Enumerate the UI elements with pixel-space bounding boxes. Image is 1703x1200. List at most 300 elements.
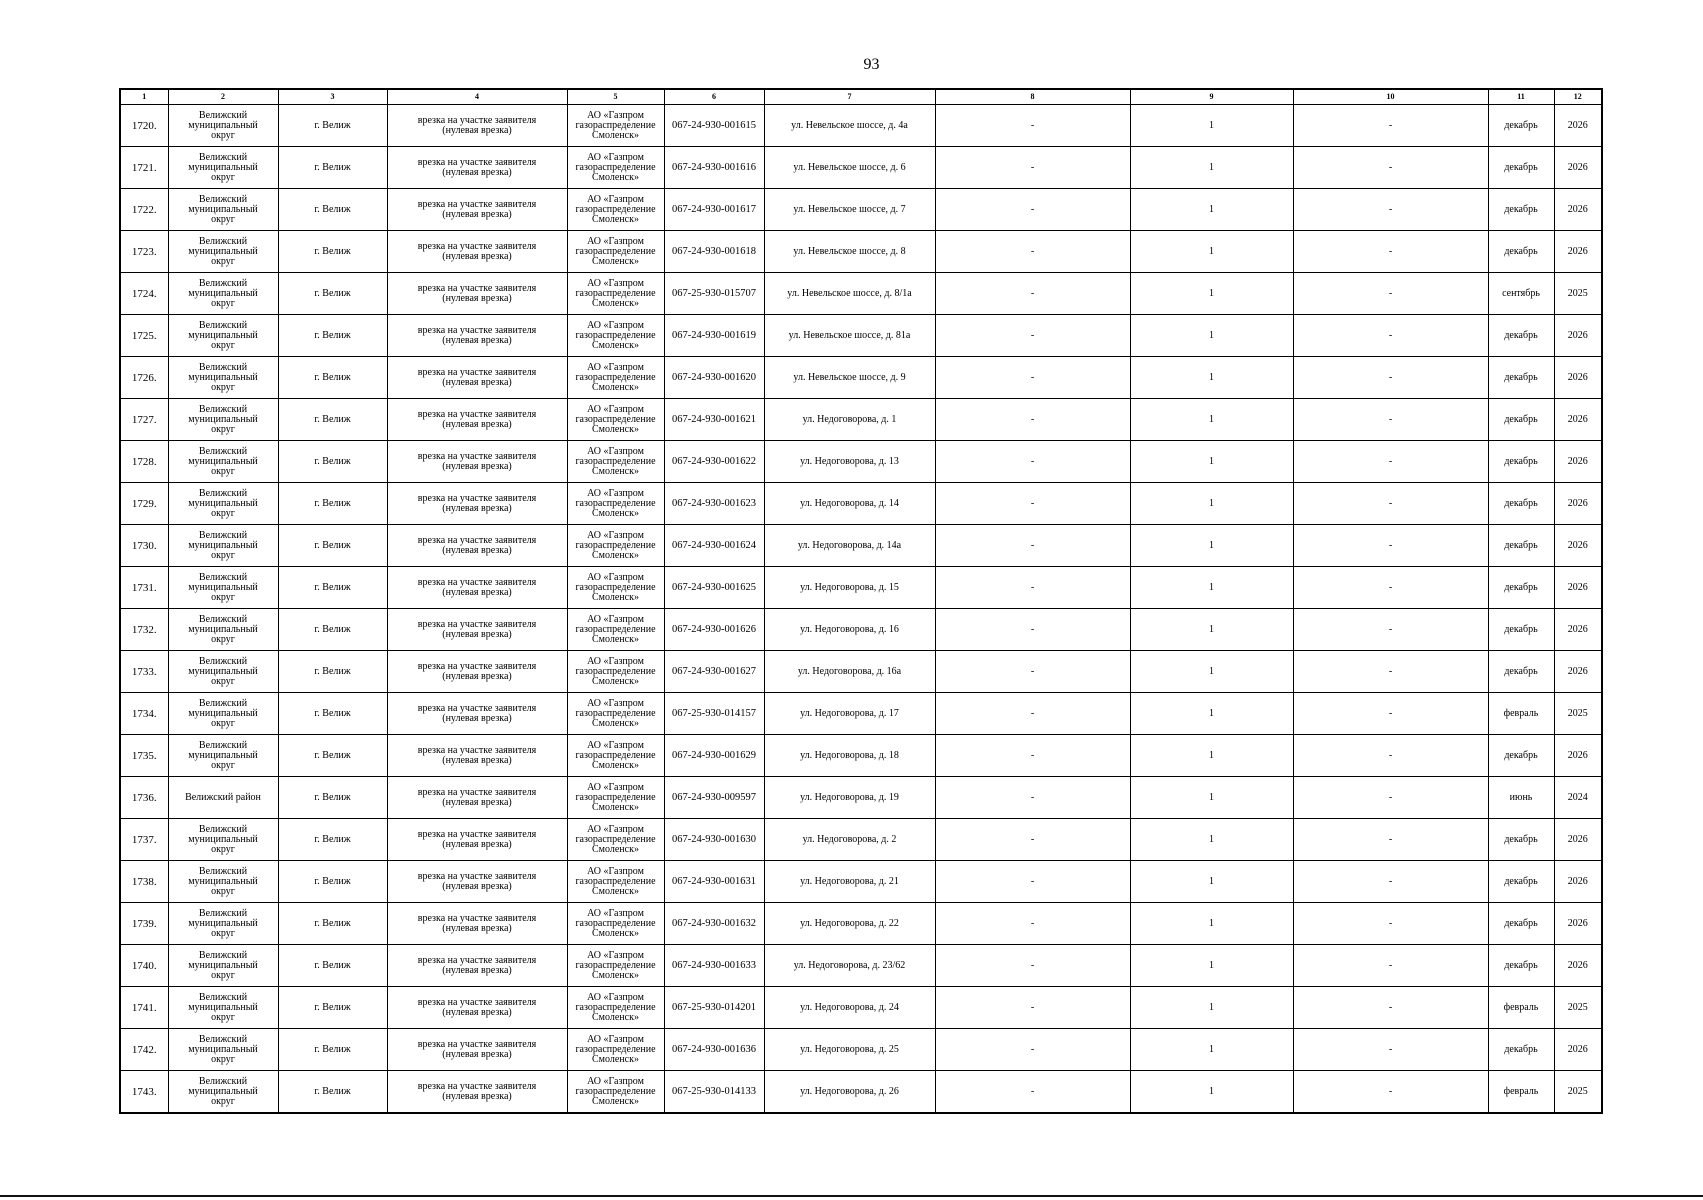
city-cell: г. Велиж: [278, 441, 387, 483]
row-number: 1739.: [120, 903, 168, 945]
address-cell: ул. Недоговорова, д. 22: [764, 903, 935, 945]
city-cell: г. Велиж: [278, 693, 387, 735]
district-cell-line: Велижский: [198, 403, 248, 415]
work-type-cell-line: (нулевая врезка): [442, 376, 512, 388]
district-cell-line: Велижский: [198, 865, 248, 877]
column-8-cell: -: [935, 903, 1130, 945]
code-cell: 067-24-930-001622: [664, 441, 764, 483]
address-cell: ул. Недоговорова, д. 21: [764, 861, 935, 903]
month-cell: декабрь: [1488, 861, 1554, 903]
organization-cell: [567, 1029, 664, 1071]
table-row: [120, 651, 1602, 693]
month-cell: декабрь: [1488, 525, 1554, 567]
work-type-cell-line: (нулевая врезка): [442, 964, 512, 976]
address-cell: ул. Невельское шоссе, д. 4а: [764, 105, 935, 147]
organization-cell-line: АО «Газпром: [587, 907, 644, 919]
district-cell-line: муниципальный: [188, 749, 258, 761]
column-10-cell: -: [1293, 903, 1488, 945]
organization-cell-line: Смоленск»: [592, 717, 639, 729]
month-cell: сентябрь: [1488, 273, 1554, 315]
district-cell-line: округ: [211, 465, 235, 477]
district-cell-line: Велижский: [198, 487, 248, 499]
work-type-cell-line: врезка на участке заявителя: [417, 660, 537, 672]
code-cell: 067-24-930-001629: [664, 735, 764, 777]
year-cell: 2026: [1554, 945, 1602, 987]
code-cell: 067-24-930-001633: [664, 945, 764, 987]
organization-cell-line: АО «Газпром: [587, 529, 644, 541]
organization-cell: [567, 819, 664, 861]
code-cell: 067-24-930-001636: [664, 1029, 764, 1071]
district-cell: [168, 441, 278, 483]
address-cell: ул. Недоговорова, д. 1: [764, 399, 935, 441]
district-cell-line: округ: [211, 255, 235, 267]
city-cell: г. Велиж: [278, 105, 387, 147]
year-cell: 2026: [1554, 231, 1602, 273]
column-10-cell: -: [1293, 609, 1488, 651]
organization-cell-line: АО «Газпром: [587, 193, 644, 205]
organization-cell-line: газораспределение: [575, 539, 656, 551]
year-cell: 2026: [1554, 189, 1602, 231]
year-cell: 2026: [1554, 903, 1602, 945]
organization-cell: [567, 693, 664, 735]
code-cell: 067-25-930-015707: [664, 273, 764, 315]
table-row: [120, 735, 1602, 777]
organization-cell-line: АО «Газпром: [587, 277, 644, 289]
row-number: 1731.: [120, 567, 168, 609]
work-type-cell-line: (нулевая врезка): [442, 670, 512, 682]
code-cell: 067-24-930-001618: [664, 231, 764, 273]
work-type-cell-line: врезка на участке заявителя: [417, 408, 537, 420]
row-number: 1721.: [120, 147, 168, 189]
column-10-cell: -: [1293, 1029, 1488, 1071]
work-type-cell-line: врезка на участке заявителя: [417, 828, 537, 840]
column-8-cell: -: [935, 1029, 1130, 1071]
row-number: 1723.: [120, 231, 168, 273]
district-cell-line: округ: [211, 927, 235, 939]
district-cell: [168, 861, 278, 903]
work-type-cell-line: врезка на участке заявителя: [417, 240, 537, 252]
organization-cell-line: АО «Газпром: [587, 781, 644, 793]
column-9-cell: 1: [1130, 231, 1293, 273]
address-cell: ул. Недоговорова, д. 15: [764, 567, 935, 609]
month-cell: июнь: [1488, 777, 1554, 819]
column-10-cell: -: [1293, 273, 1488, 315]
city-cell: г. Велиж: [278, 147, 387, 189]
district-cell: [168, 189, 278, 231]
work-type-cell-line: (нулевая врезка): [442, 334, 512, 346]
month-cell: февраль: [1488, 987, 1554, 1029]
code-cell: 067-24-930-001630: [664, 819, 764, 861]
district-cell-line: муниципальный: [188, 119, 258, 131]
month-cell: декабрь: [1488, 231, 1554, 273]
organization-cell-line: газораспределение: [575, 749, 656, 761]
column-10-cell: -: [1293, 567, 1488, 609]
district-cell-line: муниципальный: [188, 833, 258, 845]
district-cell-line: округ: [211, 1095, 235, 1107]
work-type-cell: [387, 651, 567, 693]
organization-cell: [567, 651, 664, 693]
work-type-cell-line: врезка на участке заявителя: [417, 702, 537, 714]
code-cell: 067-25-930-014133: [664, 1071, 764, 1114]
column-9-cell: 1: [1130, 567, 1293, 609]
column-10-cell: -: [1293, 651, 1488, 693]
table-row: [120, 147, 1602, 189]
code-cell: 067-24-930-001631: [664, 861, 764, 903]
organization-cell-line: АО «Газпром: [587, 697, 644, 709]
column-9-cell: 1: [1130, 903, 1293, 945]
organization-cell-line: газораспределение: [575, 1001, 656, 1013]
column-8-cell: -: [935, 861, 1130, 903]
table-row: [120, 105, 1602, 147]
city-cell: г. Велиж: [278, 525, 387, 567]
table-row: [120, 987, 1602, 1029]
column-header-5: 5: [567, 89, 664, 105]
work-type-cell-line: (нулевая врезка): [442, 628, 512, 640]
column-header-2: 2: [168, 89, 278, 105]
district-cell-line: Велижский: [198, 1033, 248, 1045]
district-cell-line: Велижский: [198, 277, 248, 289]
district-cell: [168, 567, 278, 609]
district-cell-line: муниципальный: [188, 1001, 258, 1013]
district-cell-line: Велижский: [198, 991, 248, 1003]
organization-cell-line: газораспределение: [575, 1043, 656, 1055]
code-cell: 067-25-930-014201: [664, 987, 764, 1029]
city-cell: г. Велиж: [278, 1071, 387, 1114]
district-cell-line: Велижский: [198, 613, 248, 625]
organization-cell: [567, 903, 664, 945]
year-cell: 2026: [1554, 609, 1602, 651]
column-8-cell: -: [935, 651, 1130, 693]
organization-cell: [567, 945, 664, 987]
address-cell: ул. Недоговорова, д. 24: [764, 987, 935, 1029]
work-type-cell-line: (нулевая врезка): [442, 544, 512, 556]
month-cell: декабрь: [1488, 819, 1554, 861]
district-cell-line: муниципальный: [188, 707, 258, 719]
address-cell: ул. Недоговорова, д. 19: [764, 777, 935, 819]
district-cell-line: муниципальный: [188, 203, 258, 215]
address-cell: ул. Недоговорова, д. 23/62: [764, 945, 935, 987]
organization-cell-line: газораспределение: [575, 875, 656, 887]
month-cell: декабрь: [1488, 441, 1554, 483]
district-cell-line: округ: [211, 381, 235, 393]
column-8-cell: -: [935, 273, 1130, 315]
row-number: 1720.: [120, 105, 168, 147]
district-cell: [168, 1071, 278, 1114]
column-8-cell: -: [935, 777, 1130, 819]
code-cell: 067-24-930-001624: [664, 525, 764, 567]
column-9-cell: 1: [1130, 987, 1293, 1029]
organization-cell: [567, 1071, 664, 1114]
organization-cell-line: газораспределение: [575, 413, 656, 425]
address-cell: ул. Невельское шоссе, д. 81а: [764, 315, 935, 357]
table-row: [120, 945, 1602, 987]
work-type-cell-line: врезка на участке заявителя: [417, 618, 537, 630]
work-type-cell-line: врезка на участке заявителя: [417, 786, 537, 798]
work-type-cell-line: (нулевая врезка): [442, 754, 512, 766]
code-cell: 067-24-930-001623: [664, 483, 764, 525]
district-cell-line: округ: [211, 759, 235, 771]
column-9-cell: 1: [1130, 1029, 1293, 1071]
district-cell-line: Велижский: [198, 235, 248, 247]
column-9-cell: 1: [1130, 609, 1293, 651]
district-cell-line: муниципальный: [188, 1043, 258, 1055]
district-cell: [168, 903, 278, 945]
organization-cell: [567, 315, 664, 357]
column-10-cell: -: [1293, 189, 1488, 231]
work-type-cell: [387, 987, 567, 1029]
address-cell: ул. Недоговорова, д. 14а: [764, 525, 935, 567]
code-cell: 067-24-930-001617: [664, 189, 764, 231]
work-type-cell: [387, 609, 567, 651]
row-number: 1742.: [120, 1029, 168, 1071]
year-cell: 2026: [1554, 147, 1602, 189]
work-type-cell-line: (нулевая врезка): [442, 712, 512, 724]
year-cell: 2026: [1554, 315, 1602, 357]
column-9-cell: 1: [1130, 651, 1293, 693]
organization-cell-line: Смоленск»: [592, 507, 639, 519]
organization-cell-line: Смоленск»: [592, 927, 639, 939]
work-type-cell-line: (нулевая врезка): [442, 124, 512, 136]
organization-cell-line: АО «Газпром: [587, 739, 644, 751]
column-8-cell: -: [935, 399, 1130, 441]
column-10-cell: -: [1293, 315, 1488, 357]
code-cell: 067-24-930-001619: [664, 315, 764, 357]
column-10-cell: -: [1293, 987, 1488, 1029]
work-type-cell-line: врезка на участке заявителя: [417, 366, 537, 378]
year-cell: 2026: [1554, 483, 1602, 525]
district-cell: [168, 735, 278, 777]
work-type-cell-line: (нулевая врезка): [442, 1006, 512, 1018]
organization-cell-line: газораспределение: [575, 161, 656, 173]
column-10-cell: -: [1293, 483, 1488, 525]
table-row: [120, 273, 1602, 315]
organization-cell-line: Смоленск»: [592, 297, 639, 309]
register-table: [119, 88, 1603, 1114]
work-type-cell: [387, 231, 567, 273]
column-header-9: 9: [1130, 89, 1293, 105]
row-number: 1726.: [120, 357, 168, 399]
organization-cell-line: АО «Газпром: [587, 361, 644, 373]
organization-cell-line: газораспределение: [575, 917, 656, 929]
organization-cell: [567, 567, 664, 609]
district-cell-line: муниципальный: [188, 1085, 258, 1097]
district-cell-line: Велижский: [198, 907, 248, 919]
district-cell-line: муниципальный: [188, 245, 258, 257]
column-9-cell: 1: [1130, 777, 1293, 819]
header-row: [120, 89, 1602, 105]
page-number: 93: [863, 56, 880, 73]
year-cell: 2025: [1554, 987, 1602, 1029]
organization-cell-line: газораспределение: [575, 623, 656, 635]
organization-cell-line: Смоленск»: [592, 885, 639, 897]
work-type-cell-line: (нулевая врезка): [442, 586, 512, 598]
organization-cell-line: Смоленск»: [592, 1011, 639, 1023]
organization-cell-line: АО «Газпром: [587, 571, 644, 583]
column-8-cell: -: [935, 315, 1130, 357]
year-cell: 2026: [1554, 567, 1602, 609]
column-9-cell: 1: [1130, 147, 1293, 189]
organization-cell-line: АО «Газпром: [587, 823, 644, 835]
row-number: 1743.: [120, 1071, 168, 1114]
column-header-3: 3: [278, 89, 387, 105]
column-10-cell: -: [1293, 147, 1488, 189]
district-cell: [168, 777, 278, 819]
year-cell: 2026: [1554, 1029, 1602, 1071]
district-cell-line: муниципальный: [188, 539, 258, 551]
organization-cell-line: Смоленск»: [592, 255, 639, 267]
organization-cell-line: газораспределение: [575, 203, 656, 215]
district-cell-line: Велижский: [198, 109, 248, 121]
district-cell-line: Велижский: [198, 445, 248, 457]
work-type-cell-line: врезка на участке заявителя: [417, 870, 537, 882]
organization-cell-line: АО «Газпром: [587, 949, 644, 961]
work-type-cell: [387, 861, 567, 903]
organization-cell: [567, 273, 664, 315]
column-10-cell: -: [1293, 693, 1488, 735]
district-cell-line: Велижский: [198, 739, 248, 751]
row-number: 1741.: [120, 987, 168, 1029]
address-cell: ул. Недоговорова, д. 25: [764, 1029, 935, 1071]
organization-cell-line: АО «Газпром: [587, 445, 644, 457]
city-cell: г. Велиж: [278, 399, 387, 441]
row-number: 1722.: [120, 189, 168, 231]
table-row: [120, 441, 1602, 483]
district-cell: [168, 315, 278, 357]
work-type-cell: [387, 315, 567, 357]
district-cell-line: округ: [211, 969, 235, 981]
column-10-cell: -: [1293, 231, 1488, 273]
address-cell: ул. Невельское шоссе, д. 9: [764, 357, 935, 399]
organization-cell-line: Смоленск»: [592, 423, 639, 435]
city-cell: г. Велиж: [278, 273, 387, 315]
district-cell-line: округ: [211, 591, 235, 603]
organization-cell: [567, 105, 664, 147]
month-cell: декабрь: [1488, 105, 1554, 147]
district-cell-line: Велижский: [198, 1075, 248, 1087]
work-type-cell-line: (нулевая врезка): [442, 166, 512, 178]
column-10-cell: -: [1293, 357, 1488, 399]
address-cell: ул. Недоговорова, д. 13: [764, 441, 935, 483]
organization-cell-line: газораспределение: [575, 833, 656, 845]
year-cell: 2026: [1554, 861, 1602, 903]
organization-cell-line: АО «Газпром: [587, 487, 644, 499]
row-number: 1730.: [120, 525, 168, 567]
district-cell-line: округ: [211, 1053, 235, 1065]
district-cell-line: муниципальный: [188, 497, 258, 509]
district-cell-line: округ: [211, 1011, 235, 1023]
work-type-cell: [387, 693, 567, 735]
column-8-cell: -: [935, 231, 1130, 273]
table-row: [120, 693, 1602, 735]
organization-cell: [567, 231, 664, 273]
month-cell: декабрь: [1488, 1029, 1554, 1071]
district-cell-line: Велижский: [198, 151, 248, 163]
address-cell: ул. Невельское шоссе, д. 8/1а: [764, 273, 935, 315]
organization-cell-line: АО «Газпром: [587, 991, 644, 1003]
district-cell: [168, 609, 278, 651]
organization-cell-line: газораспределение: [575, 497, 656, 509]
district-cell-line: округ: [211, 885, 235, 897]
address-cell: ул. Недоговорова, д. 16а: [764, 651, 935, 693]
city-cell: г. Велиж: [278, 483, 387, 525]
month-cell: февраль: [1488, 1071, 1554, 1114]
year-cell: 2026: [1554, 357, 1602, 399]
month-cell: декабрь: [1488, 903, 1554, 945]
work-type-cell: [387, 357, 567, 399]
work-type-cell-line: врезка на участке заявителя: [417, 996, 537, 1008]
organization-cell-line: газораспределение: [575, 245, 656, 257]
work-type-cell-line: врезка на участке заявителя: [417, 744, 537, 756]
work-type-cell: [387, 147, 567, 189]
table-row: [120, 315, 1602, 357]
district-cell: [168, 273, 278, 315]
column-8-cell: -: [935, 483, 1130, 525]
organization-cell-line: Смоленск»: [592, 129, 639, 141]
work-type-cell-line: (нулевая врезка): [442, 880, 512, 892]
address-cell: ул. Невельское шоссе, д. 6: [764, 147, 935, 189]
table-body: [120, 105, 1602, 1114]
district-cell: [168, 651, 278, 693]
work-type-cell-line: врезка на участке заявителя: [417, 954, 537, 966]
organization-cell: [567, 147, 664, 189]
work-type-cell-line: врезка на участке заявителя: [417, 282, 537, 294]
city-cell: г. Велиж: [278, 987, 387, 1029]
column-header-1: 1: [120, 89, 168, 105]
month-cell: декабрь: [1488, 147, 1554, 189]
district-cell-line: муниципальный: [188, 581, 258, 593]
code-cell: 067-24-930-001616: [664, 147, 764, 189]
row-number: 1725.: [120, 315, 168, 357]
code-cell: 067-24-930-001615: [664, 105, 764, 147]
column-9-cell: 1: [1130, 483, 1293, 525]
district-cell-line: муниципальный: [188, 413, 258, 425]
district-cell-line: муниципальный: [188, 287, 258, 299]
organization-cell: [567, 189, 664, 231]
footer-line: [0, 1195, 1703, 1197]
district-cell-line: Велижский: [198, 361, 248, 373]
city-cell: г. Велиж: [278, 819, 387, 861]
column-9-cell: 1: [1130, 1071, 1293, 1114]
organization-cell-line: АО «Газпром: [587, 151, 644, 163]
work-type-cell-line: (нулевая врезка): [442, 418, 512, 430]
work-type-cell: [387, 903, 567, 945]
column-8-cell: -: [935, 609, 1130, 651]
column-header-7: 7: [764, 89, 935, 105]
address-cell: ул. Невельское шоссе, д. 8: [764, 231, 935, 273]
row-number: 1735.: [120, 735, 168, 777]
column-header-8: 8: [935, 89, 1130, 105]
organization-cell: [567, 483, 664, 525]
year-cell: 2026: [1554, 819, 1602, 861]
work-type-cell: [387, 567, 567, 609]
work-type-cell-line: врезка на участке заявителя: [417, 1038, 537, 1050]
organization-cell-line: газораспределение: [575, 665, 656, 677]
year-cell: 2025: [1554, 1071, 1602, 1114]
year-cell: 2026: [1554, 441, 1602, 483]
month-cell: декабрь: [1488, 609, 1554, 651]
organization-cell-line: Смоленск»: [592, 591, 639, 603]
organization-cell-line: газораспределение: [575, 455, 656, 467]
district-cell-line: Велижский: [198, 529, 248, 541]
row-number: 1732.: [120, 609, 168, 651]
table-row: [120, 483, 1602, 525]
row-number: 1738.: [120, 861, 168, 903]
column-header-12: 12: [1554, 89, 1602, 105]
column-8-cell: -: [935, 567, 1130, 609]
organization-cell-line: Смоленск»: [592, 1095, 639, 1107]
column-10-cell: -: [1293, 735, 1488, 777]
district-cell-line: муниципальный: [188, 371, 258, 383]
